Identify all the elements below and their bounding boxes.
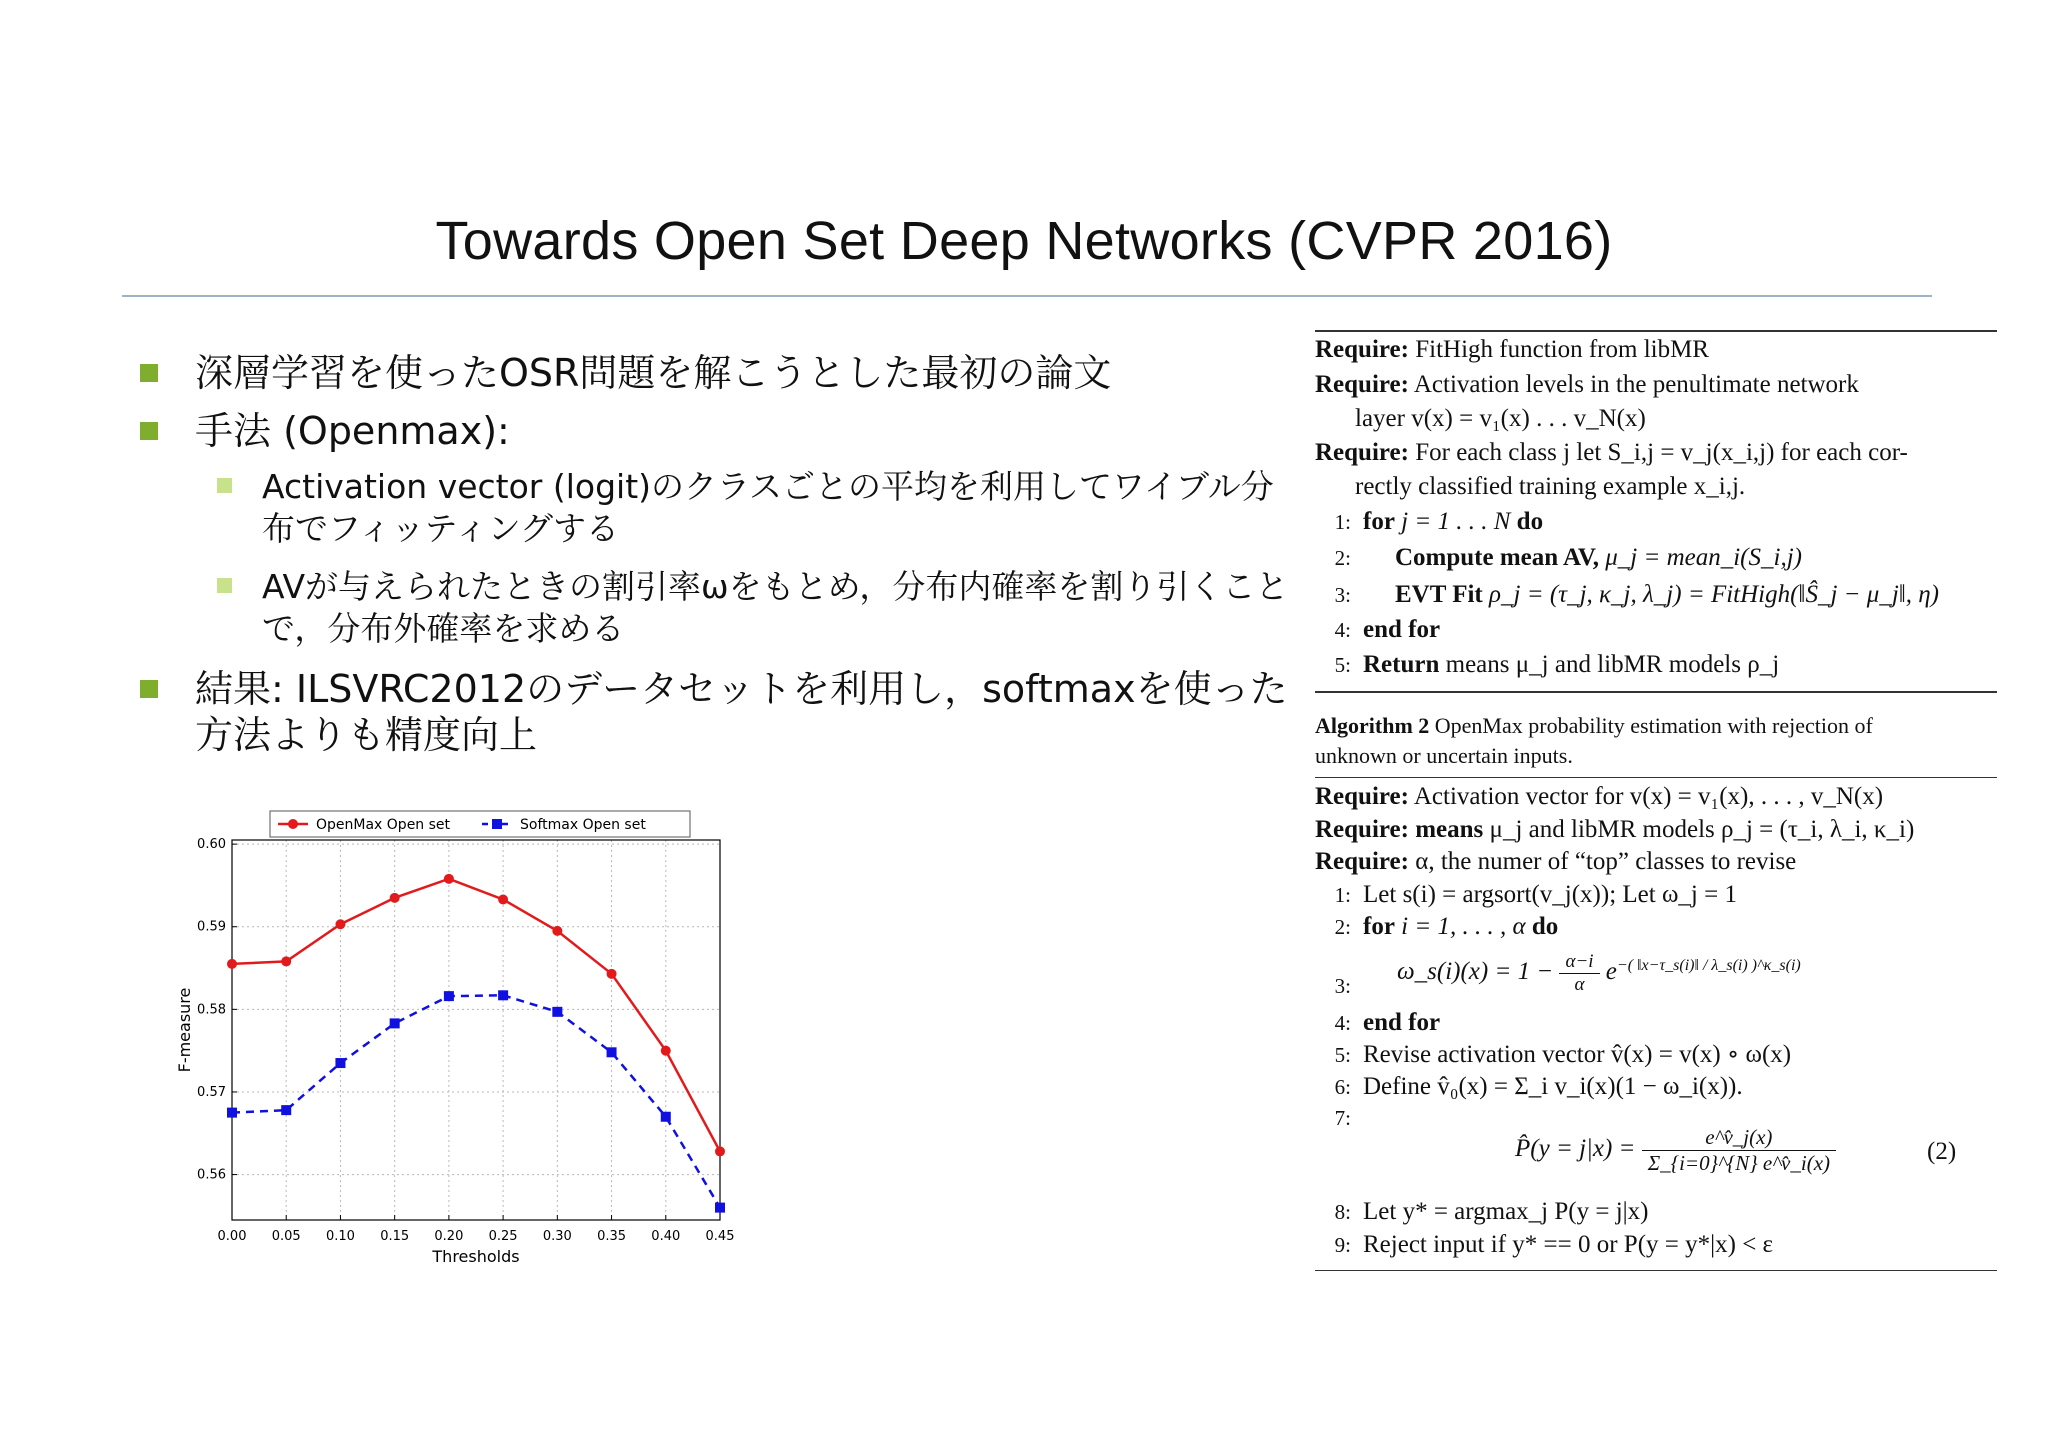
openmax-point <box>444 874 454 884</box>
legend-softmax-marker <box>492 819 502 829</box>
alg2-caption: Algorithm 2 OpenMax probability estimation with rejection of <box>1315 713 1873 738</box>
alg1-step-1: 1: for j = 1 . . . N do <box>1334 508 1544 535</box>
x-tick-label: 0.35 <box>597 1229 627 1244</box>
softmax-point <box>335 1058 345 1068</box>
alg2-step-2: 2: for i = 1, . . . , α do <box>1334 913 1559 940</box>
omega-formula: ω_s(i)(x) = 1 − $\frac{\alpha-i}{\alpha}$ $e^{-( ‖x-\tau\_s(i)‖ / \lambda\_s(i) )\^{}\kappa\_s(i)}$ <box>1397 951 1801 995</box>
openmax-point <box>227 959 237 969</box>
alg2-step-3-num: 3: <box>1334 974 1351 998</box>
f-measure-chart <box>170 798 740 1263</box>
legend-openmax-marker <box>288 819 298 829</box>
softmax-series-line <box>232 995 720 1207</box>
alg2-bottom-rule <box>1315 1270 1997 1271</box>
softmax-point <box>552 1007 562 1017</box>
x-tick-label: 0.30 <box>542 1229 572 1244</box>
softmax-point <box>715 1203 725 1213</box>
title-divider <box>122 295 1932 297</box>
softmax-point <box>390 1018 400 1028</box>
softmax-point <box>498 990 508 1000</box>
openmax-point <box>607 969 617 979</box>
openmax-series-line <box>232 879 720 1152</box>
legend-openmax-label: OpenMax Open set <box>316 817 451 833</box>
alg1-bottom-rule <box>1315 691 1997 693</box>
y-tick-label: 0.58 <box>197 1002 226 1018</box>
x-axis-label: Thresholds <box>432 1247 520 1263</box>
legend-softmax-label: Softmax Open set <box>520 817 646 833</box>
alg2-step-6: 6: Define v̂₀(x) = Σ_i v_i(x)(1 − ω_i(x)). <box>1334 1073 1743 1100</box>
bullet-method: 手法 (Openmax): <box>140 408 1290 454</box>
alg1-top-rule <box>1315 330 1997 332</box>
x-tick-label: 0.15 <box>380 1229 410 1244</box>
plot-frame <box>232 840 720 1220</box>
x-tick-label: 0.25 <box>488 1229 518 1244</box>
slide-title: Towards Open Set Deep Networks (CVPR 2016) <box>435 211 1613 271</box>
alg1-require-1: Require: FitHigh function from libMR <box>1315 336 1709 363</box>
x-tick-label: 0.10 <box>325 1229 355 1244</box>
alg1-require-3-cont: rectly classified training example x_i,j. <box>1355 473 1746 500</box>
openmax-point <box>498 894 508 904</box>
openmax-point <box>552 926 562 936</box>
alg2-step-7-num: 7: <box>1334 1106 1351 1130</box>
alg2-require-1: Require: Activation vector for v(x) = v₁(x), . . . , v_N(x) <box>1315 783 1884 810</box>
softmax-point <box>607 1047 617 1057</box>
x-tick-label: 0.05 <box>271 1229 301 1244</box>
openmax-probability-formula: P̂(y = j|x) = $\frac{e\^{}v̂\_j(x)}{\Sigma\_\{i=0\}\^{}\{N\} e\^{}v̂\_i(x)}$ <box>1515 1125 1836 1176</box>
softmax-point <box>227 1108 237 1118</box>
alg1-step-2: 2: Compute mean AV, μ_j = mean_i(S_i,j) <box>1334 544 1802 571</box>
alg2-step-8: 8: Let y* = argmax_j P(y = j|x) <box>1334 1198 1649 1225</box>
y-axis-label: F-measure <box>175 987 194 1073</box>
openmax-point <box>390 893 400 903</box>
x-tick-label: 0.40 <box>651 1229 681 1244</box>
alg1-step-5: 5: Return means μ_j and libMR models ρ_j <box>1334 651 1780 678</box>
alg2-step-1: 1: Let s(i) = argsort(v_j(x)); Let ω_j = 1 <box>1334 881 1737 908</box>
alg2-require-3: Require: α, the numer of “top” classes to revise <box>1315 848 1797 875</box>
bullet-first-osr-paper: 深層学習を使ったOSR問題を解こうとした最初の論文 <box>140 350 1290 396</box>
alg1-require-3: Require: For each class j let S_i,j = v_j(x_i,j) for each cor- <box>1315 439 1908 466</box>
alg1-require-2: Require: Activation levels in the penultimate network <box>1315 371 1859 398</box>
softmax-point <box>444 991 454 1001</box>
alg2-caption-cont: unknown or uncertain inputs. <box>1315 743 1573 768</box>
openmax-point <box>661 1046 671 1056</box>
alg2-step-4: 4: end for <box>1334 1009 1441 1036</box>
bullet-list <box>140 350 1290 770</box>
y-tick-label: 0.60 <box>197 837 226 853</box>
chart-svg <box>170 798 740 1263</box>
openmax-point <box>281 956 291 966</box>
alg2-step-9: 9: Reject input if y* == 0 or P(y = y*|x) < ε <box>1334 1231 1774 1258</box>
x-tick-label: 0.45 <box>705 1229 735 1244</box>
equation-number: (2) <box>1927 1138 1957 1165</box>
softmax-point <box>661 1112 671 1122</box>
softmax-point <box>281 1105 291 1115</box>
y-tick-label: 0.57 <box>197 1084 226 1100</box>
x-tick-label: 0.00 <box>217 1229 247 1244</box>
subbullet-discount-rate: AVが与えられたときの割引率ωをもとめ，分布内確率を割り引くことで，分布外確率を求める <box>217 566 1290 650</box>
subbullet-activation-vector: Activation vector (logit)のクラスごとの平均を利用してワイブル分布でフィッティングする <box>217 466 1290 550</box>
alg2-top-rule <box>1315 777 1997 778</box>
alg2-step-5: 5: Revise activation vector v̂(x) = v(x) ∘ ω(x) <box>1334 1041 1792 1068</box>
alg1-step-3: 3: EVT Fit ρ_j = (τ_j, κ_j, λ_j) = FitHigh(‖Ŝ_j − μ_j‖, η) <box>1334 581 1940 608</box>
alg1-require-2-cont: layer v(x) = v₁(x) . . . v_N(x) <box>1355 405 1646 432</box>
bullet-results: 結果: ILSVRC2012のデータセットを利用し，softmaxを使った方法よりも精度向上 <box>140 666 1290 758</box>
y-tick-label: 0.56 <box>197 1167 226 1183</box>
alg2-require-2: Require: means μ_j and libMR models ρ_j = (τ_i, λ_i, κ_i) <box>1315 816 1915 843</box>
y-tick-label: 0.59 <box>197 919 226 935</box>
x-tick-label: 0.20 <box>434 1229 464 1244</box>
openmax-point <box>335 919 345 929</box>
openmax-point <box>715 1146 725 1156</box>
alg1-step-4: 4: end for <box>1334 616 1441 643</box>
